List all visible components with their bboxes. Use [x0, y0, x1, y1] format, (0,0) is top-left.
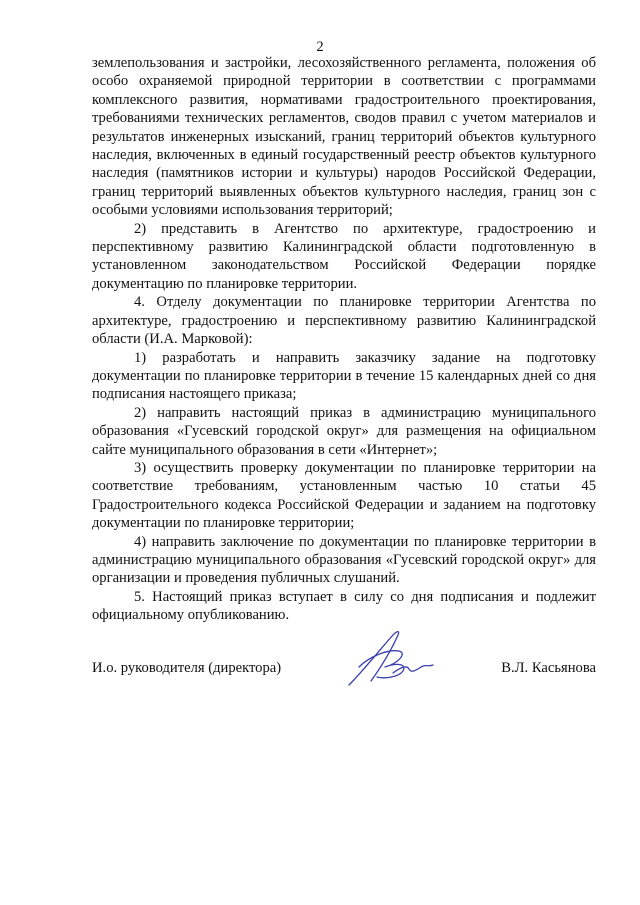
paragraph-item-2-submit: 2) представить в Агентство по архитектуре, градостроению и перспективному развитию Калининградской области подготовленную в установленном законодательством Российской Федерации порядке документацию по планировке территории. [92, 220, 596, 292]
paragraph-section-4: 4. Отделу документации по планировке территории Агентства по архитектуре, градостроению и перспективному развитию Калининградской области (И.А. Марковой): [92, 294, 596, 348]
paragraph-item-2-send: 2) направить настоящий приказ в администрацию муниципального образования «Гусевский городской округ» для размещения на официальном сайте муниципального образования в сети «Интернет»; [92, 404, 596, 458]
signatory-name: В.Л. Касьянова [501, 660, 596, 676]
paragraph-item-4-conclusion: 4) направить заключение по документации по планировке территории в администрацию муниципального образования «Гусевский городской округ» для организации и проведения публичных слушаний. [92, 533, 596, 587]
document-body [92, 54, 596, 625]
signatory-title: И.о. руководителя (директора) [92, 660, 282, 676]
paragraph-item-1-task: 1) разработать и направить заказчику задание на подготовку документации по планировке территории в течение 15 календарных дней со дня подписания настоящего приказа; [92, 349, 596, 403]
page-number: 2 [316, 39, 324, 55]
handwritten-signature [337, 627, 437, 689]
paragraph-continuation: землепользования и застройки, лесохозяйственного регламента, положения об особо охраняемой природной территории в соответствии с программами комплексного развития, нормативами градостроительного проектирования, требованиями технических регламентов, сводов правил с учетом материалов и результатов инженерных изысканий, границ территорий объектов культурного наследия, включенных в единый государственный реестр объектов культурного наследия (памятников истории и культуры) народов Российской Федерации, границ территорий выявленных объектов культурного наследия, границ зон с особыми условиями использования территорий; [92, 55, 596, 219]
paragraph-item-3-check: 3) осуществить проверку документации по планировке территории на соответствие требованиям, установленным частью 10 статьи 45 Градостроительного кодекса Российской Федерации и заданием на подготовку документации по планировке территории; [92, 459, 596, 532]
paragraph-section-5: 5. Настоящий приказ вступает в силу со дня подписания и подлежит официальному опубликованию. [92, 588, 596, 624]
